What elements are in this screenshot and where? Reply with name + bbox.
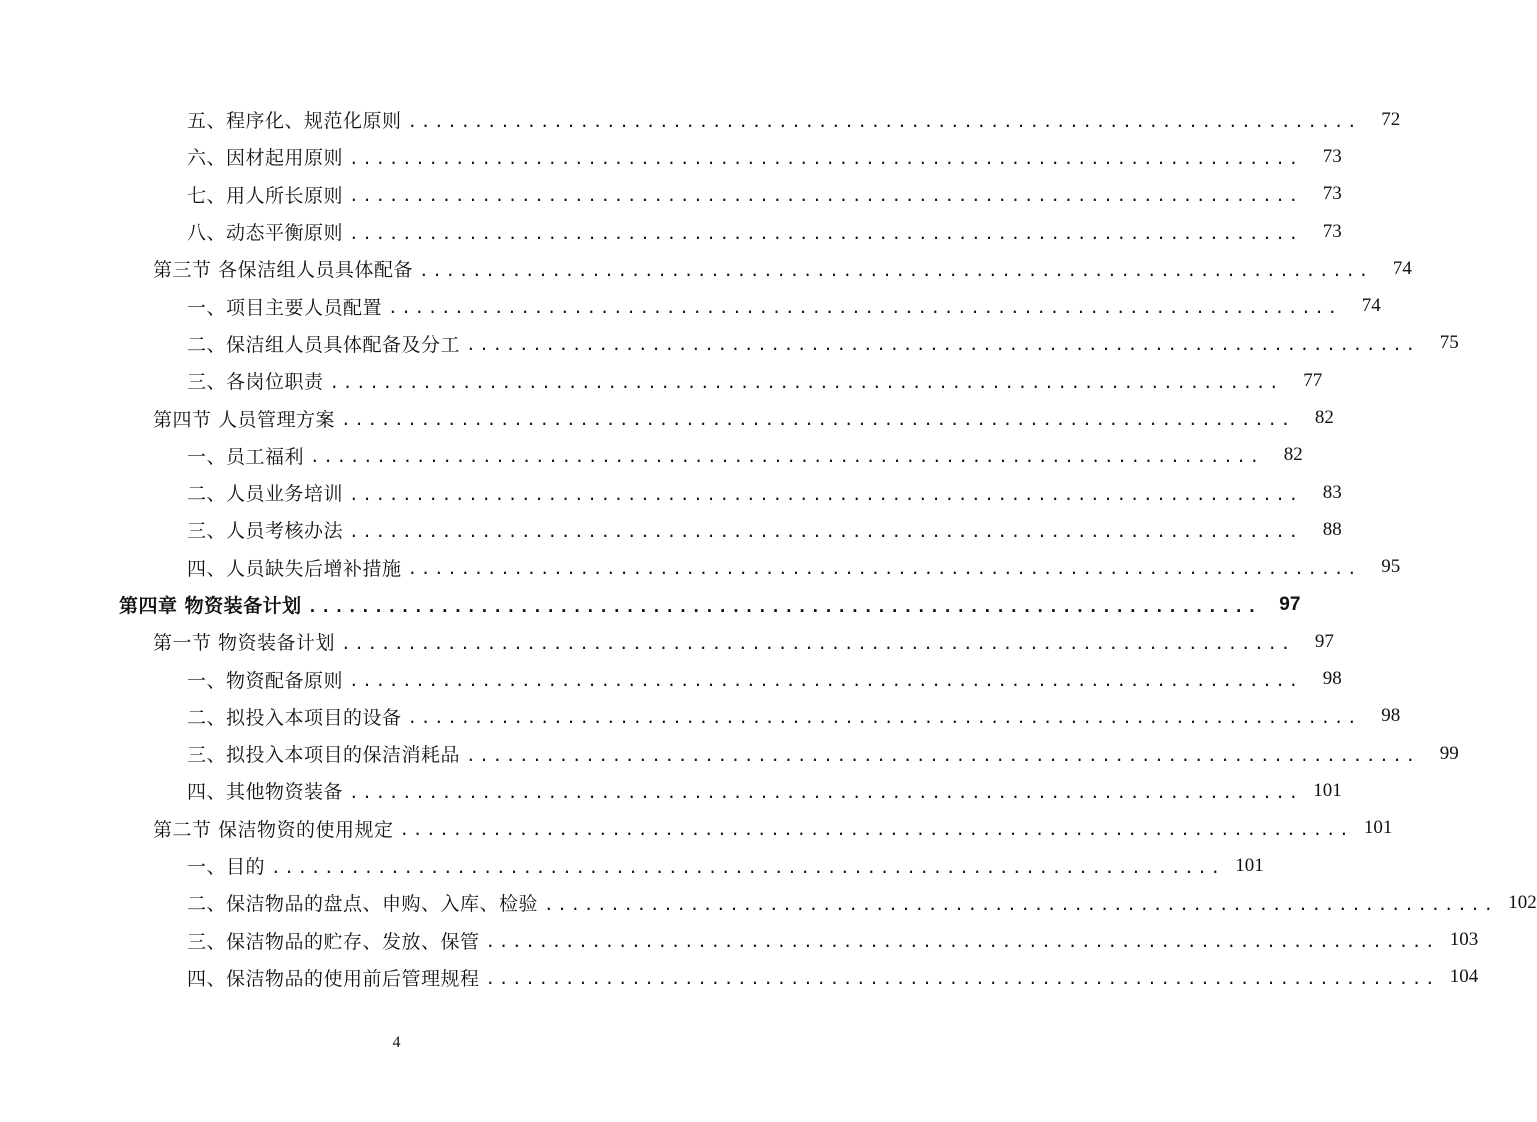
toc-entry[interactable]: [0, 287, 1381, 324]
toc-entry[interactable]: [0, 511, 1342, 548]
toc-entry[interactable]: [0, 437, 1303, 474]
toc-entry-page: 104: [1449, 966, 1479, 988]
toc-entry-title: 五、程序化、规范化原则: [187, 110, 402, 133]
toc-leader-dots: ........................................................................: [544, 894, 1497, 914]
toc-entry-title: 第三节 各保洁组人员具体配备: [153, 259, 414, 282]
toc-leader-dots: ........................................................................: [399, 820, 1353, 840]
toc-entry-page: 103: [1449, 929, 1479, 951]
toc-entry[interactable]: [0, 325, 1459, 362]
toc-entry[interactable]: [0, 399, 1334, 436]
toc-entry-title: 第二节 保洁物资的使用规定: [153, 818, 394, 841]
toc-entry[interactable]: [0, 847, 1264, 884]
toc-leader-dots: ........................................................................: [349, 186, 1302, 206]
toc-entry[interactable]: [0, 586, 1301, 623]
toc-entry-title: 一、项目主要人员配置: [187, 296, 383, 319]
toc-entry-title: 三、人员考核办法: [187, 520, 344, 543]
toc-leader-dots: ........................................................................: [341, 410, 1294, 430]
toc-entry-page: 74: [1392, 257, 1412, 279]
toc-leader-dots: ........................................................................: [466, 745, 1419, 765]
toc-leader-dots: ........................................................................: [271, 857, 1224, 877]
toc-leader-dots: ........................................................................: [407, 559, 1361, 579]
toc-entry[interactable]: [0, 922, 1479, 959]
toc-entry-page: 72: [1381, 108, 1401, 130]
toc-leader-dots: ........................................................................: [349, 521, 1302, 541]
toc-entry-title: 四、其他物资装备: [187, 781, 344, 804]
toc-entry[interactable]: [0, 623, 1334, 660]
toc-entry-page: 73: [1322, 145, 1342, 167]
toc-entry-page: 101: [1235, 854, 1264, 876]
toc-entry-page: 95: [1381, 556, 1401, 578]
toc-entry-title: 七、用人所长原则: [187, 184, 344, 207]
toc-entry-page: 77: [1303, 369, 1323, 391]
toc-entry[interactable]: [0, 698, 1401, 735]
toc-entry[interactable]: [0, 810, 1393, 847]
toc-entry-page: 73: [1322, 183, 1342, 205]
toc-leader-dots: ........................................................................: [349, 148, 1302, 168]
toc-entry-page: 102: [1508, 891, 1537, 913]
toc-leader-dots: ........................................................................: [485, 932, 1439, 952]
toc-leader-dots: ........................................................................: [407, 708, 1361, 728]
toc-entry-title: 六、因材起用原则: [187, 147, 344, 170]
toc-entry-page: 83: [1322, 481, 1342, 503]
toc-entry-title: 三、各岗位职责: [187, 371, 324, 394]
toc-entry-title: 第四节 人员管理方案: [153, 408, 336, 431]
toc-entry-page: 97: [1314, 630, 1334, 652]
toc-entry[interactable]: [0, 250, 1412, 287]
toc-entry[interactable]: [0, 101, 1401, 138]
toc-entry[interactable]: [0, 138, 1342, 175]
toc-leader-dots: ........................................................................: [407, 111, 1361, 131]
toc-entry-page: 75: [1439, 332, 1459, 354]
toc-entry[interactable]: [0, 362, 1323, 399]
toc-entry-page: 101: [1313, 779, 1342, 801]
toc-entry[interactable]: [0, 959, 1479, 996]
toc-entry-page: 101: [1363, 817, 1393, 839]
toc-entry-page: 88: [1322, 518, 1342, 540]
toc-leader-dots: ........................................................................: [388, 298, 1341, 318]
toc-leader-dots: ........................................................................: [349, 782, 1302, 802]
toc-entry-title: 二、人员业务培训: [187, 483, 344, 506]
toc-entry-title: 一、目的: [187, 856, 266, 879]
toc-entry-page: 73: [1322, 220, 1342, 242]
toc-entry[interactable]: [0, 176, 1342, 213]
toc-leader-dots: ........................................................................: [307, 596, 1261, 616]
toc-entry-page: 98: [1322, 668, 1342, 690]
toc-entry-title: 一、员工福利: [187, 445, 305, 468]
toc-leader-dots: ........................................................................: [349, 671, 1302, 691]
toc-leader-dots: ........................................................................: [310, 447, 1263, 467]
toc-entry[interactable]: [0, 474, 1342, 511]
toc-entry-title: 三、拟投入本项目的保洁消耗品: [187, 744, 461, 767]
toc-entry-page: 82: [1314, 407, 1334, 429]
toc-entry[interactable]: [0, 213, 1342, 250]
toc-entry-title: 四、保洁物品的使用前后管理规程: [187, 967, 480, 990]
toc-entry-title: 二、保洁组人员具体配备及分工: [187, 333, 461, 356]
toc-entry[interactable]: [0, 772, 1342, 809]
toc-entry-page: 74: [1361, 295, 1381, 317]
toc-entry-title: 一、物资配备原则: [187, 669, 344, 692]
page-number: 4: [392, 1034, 401, 1051]
toc-leader-dots: ........................................................................: [466, 335, 1419, 355]
toc-entry-title: 二、拟投入本项目的设备: [187, 706, 402, 729]
toc-entry-page: 99: [1439, 742, 1459, 764]
toc-entry-page: 82: [1283, 444, 1303, 466]
toc-entry-page: 97: [1279, 593, 1301, 615]
toc-leader-dots: ........................................................................: [349, 484, 1302, 504]
toc-leader-dots: ........................................................................: [329, 372, 1283, 392]
toc-leader-dots: ........................................................................: [419, 260, 1372, 280]
toc-entry[interactable]: [0, 884, 1537, 921]
toc-entry-title: 四、人员缺失后增补措施: [187, 557, 402, 580]
toc-entry-page: 98: [1381, 705, 1401, 727]
toc-leader-dots: ........................................................................: [485, 969, 1439, 989]
table-of-contents: [0, 101, 1537, 996]
toc-leader-dots: ........................................................................: [341, 633, 1294, 653]
toc-leader-dots: ........................................................................: [349, 223, 1302, 243]
toc-entry-title: 二、保洁物品的盘点、申购、入库、检验: [187, 893, 539, 916]
toc-entry[interactable]: [0, 735, 1459, 772]
toc-entry-title: 八、动态平衡原则: [187, 222, 344, 245]
toc-entry[interactable]: [0, 660, 1342, 697]
toc-entry-title: 三、保洁物品的贮存、发放、保管: [187, 930, 480, 953]
toc-entry-title: 第四章 物资装备计划: [119, 595, 302, 617]
toc-entry[interactable]: [0, 549, 1401, 586]
toc-entry-title: 第一节 物资装备计划: [153, 632, 336, 655]
